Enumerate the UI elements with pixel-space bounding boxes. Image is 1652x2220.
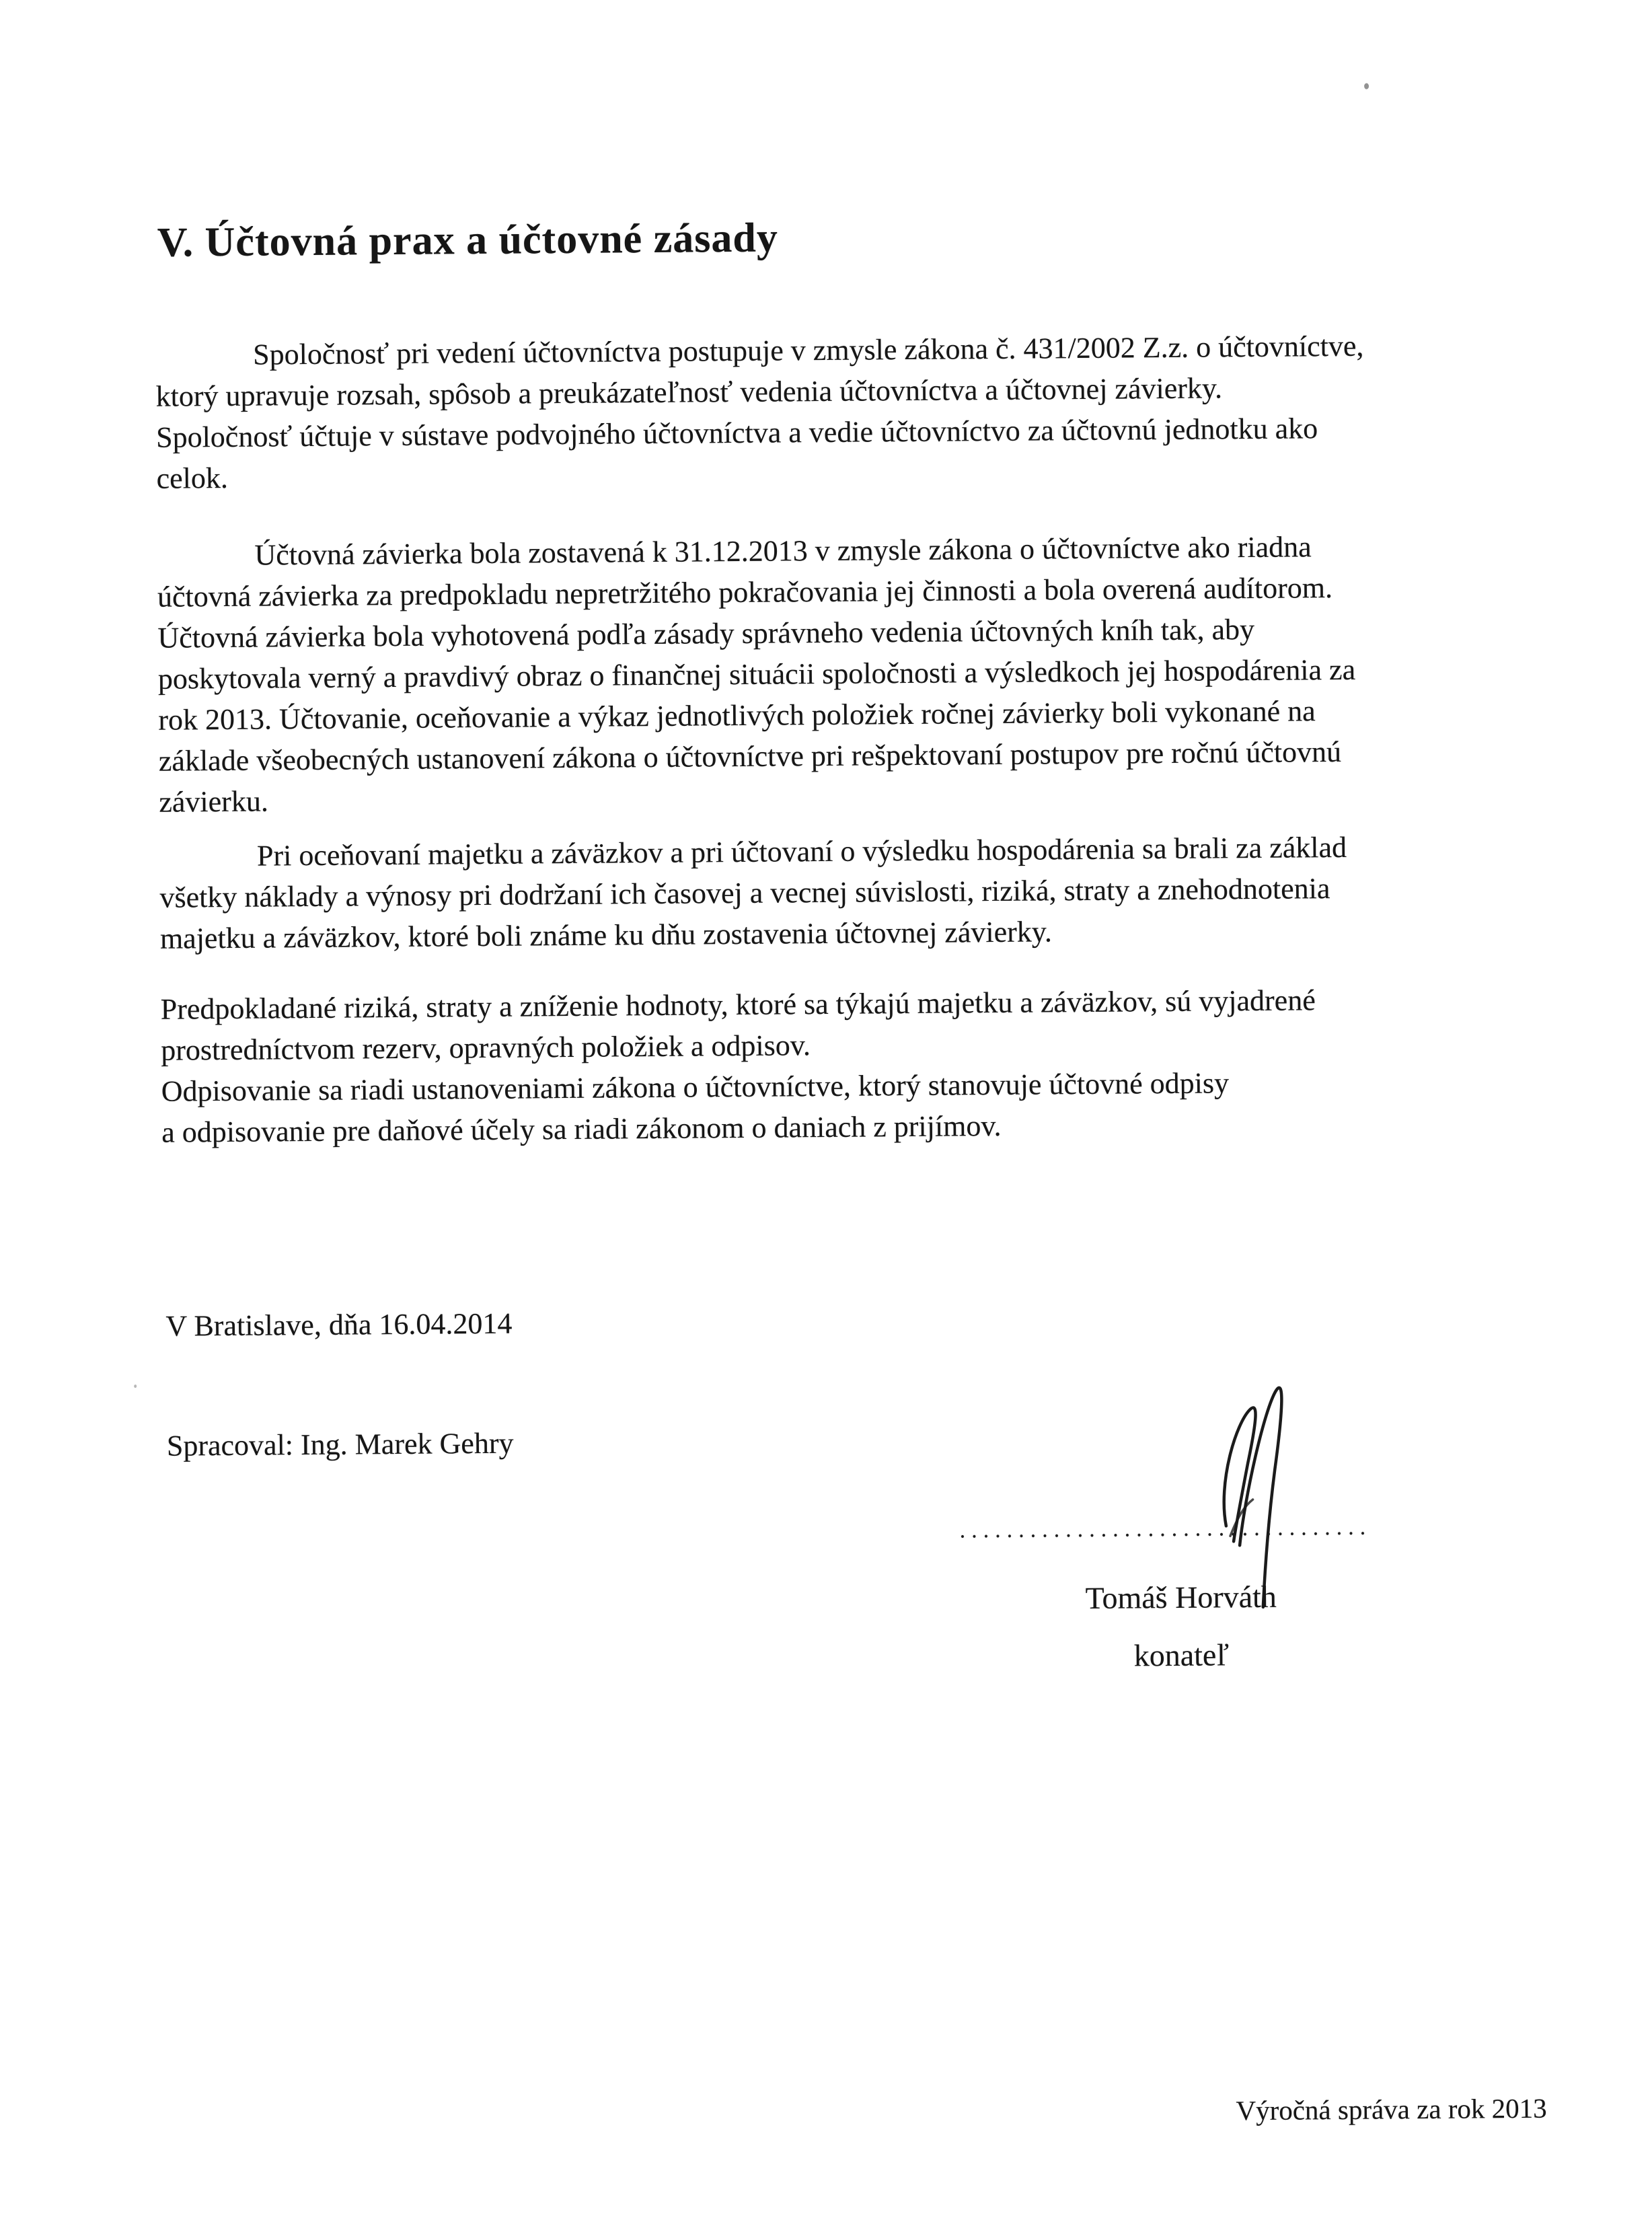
page-footer: Výročná správa za rok 2013 [1236,2092,1547,2126]
signature-dotted-line: ................................... [959,1514,1372,1543]
signatory-role: konateľ [1133,1637,1230,1673]
scan-speck [134,1384,137,1388]
paragraph-valuation: Pri oceňovaní majetku a záväzkov a pri účtovaní o výsledku hospodárenia sa brali za základ všetky náklady a výnosy pri dodržaní ich časovej a vecnej súvislosti, riziká, straty a znehodnotenia majetku a záväzkov, ktoré boli známe ku dňu zostavenia účtovnej závierky. [159,830,1347,955]
prepared-by-line: Spracoval: Ing. Marek Gehry [166,1426,514,1463]
scan-speck [1364,83,1369,89]
paragraph-financial-statements: Účtovná závierka bola zostavená k 31.12.2013 v zmysle zákona o účtovníctve ako riadna účtovná závierka za predpokladu nepretržitého pokračovania jej činnosti a bola overená audítorom. Účtovná závierka bola vyhotovená podľa zásady správneho vedenia účtovných kníh tak, aby poskytovala verný a pravdivý obraz o finančnej situácii spoločnosti a výsledkoch jej hospodárenia za rok 2013. Účtovanie, oceňovanie a výkaz jednotlivých položiek ročnej závierky boli vykonané na základe všeobecných ustanovení zákona o účtovníctve pri rešpektovaní postupov pre ročnú účtovnú závierku. [157,530,1356,819]
paragraph-risks-depreciation: Predpokladané riziká, straty a zníženie hodnoty, ktoré sa týkajú majetku a záväzkov, sú vyjadrené prostredníctvom rezerv, opravných položiek a odpisov. Odpisovanie sa riadi ustanoveniami zákona o účtovníctve, ktorý stanovuje účtovné odpisy a odpisovanie pre daňové účely sa riadi zákonom o daniach z prijímov. [160,984,1316,1149]
paragraph-accounting-law: Spoločnosť pri vedení účtovníctva postupuje v zmysle zákona č. 431/2002 Z.z. o účtovníctve, ktorý upravuje rozsah, spôsob a preukázateľnosť vedenia účtovníctva a účtovnej závierky. Spoločnosť účtuje v sústave podvojného účtovníctva a vedie účtovníctvo za účtovnú jednotku ako celok. [155,329,1364,495]
signatory-name: Tomáš Horváth [1085,1579,1277,1615]
section-title: V. Účtovná prax a účtovné zásady [157,215,779,266]
place-date-line: V Bratislave, dňa 16.04.2014 [165,1306,513,1343]
